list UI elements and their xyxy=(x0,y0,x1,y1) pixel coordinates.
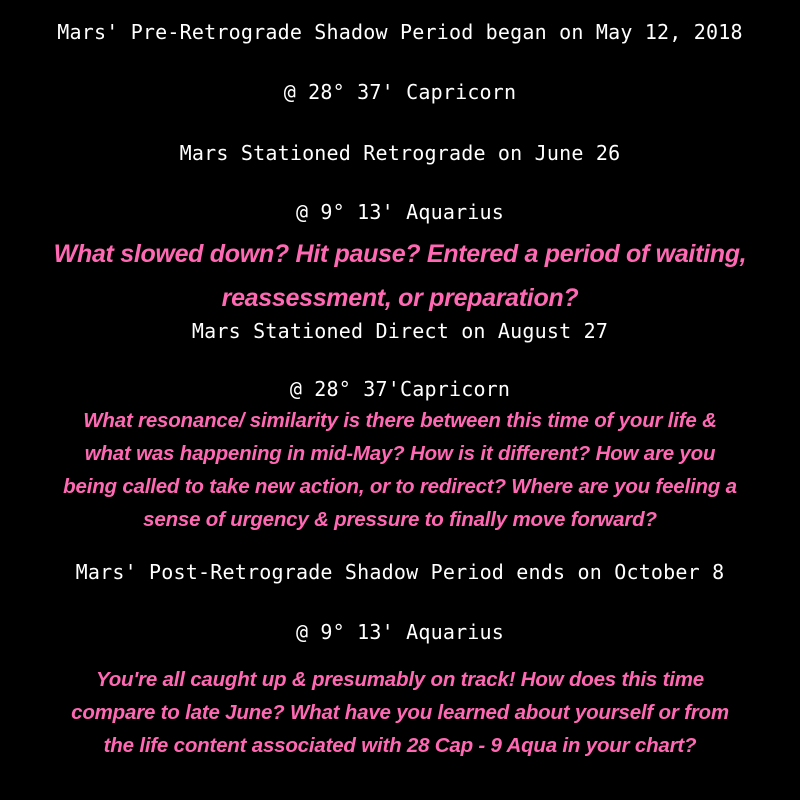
question-line: What slowed down? Hit pause? Entered a period of waiting, xyxy=(53,240,747,268)
post-shadow-date-line: Mars' Post-Retrograde Shadow Period ends on October 8 xyxy=(75,560,725,584)
station-direct-questions xyxy=(0,404,800,536)
question-line: What resonance/ similarity is there between this time of your life & xyxy=(83,409,717,432)
question-line: compare to late June? What have you learned about yourself or from xyxy=(71,701,729,724)
station-retrograde-position-line: @ 9° 13' Aquarius xyxy=(295,200,505,224)
question-line: what was happening in mid-May? How is it different? How are you xyxy=(84,442,716,465)
station-direct-position-line: @ 28° 37'Capricorn xyxy=(289,377,511,401)
question-line: the life content associated with 28 Cap - 9 Aqua in your chart? xyxy=(103,734,697,757)
question-line: reassessment, or preparation? xyxy=(221,284,579,312)
pre-shadow-position-line: @ 28° 37' Capricorn xyxy=(283,80,517,104)
question-line: being called to take new action, or to redirect? Where are you feeling a xyxy=(63,475,737,498)
question-line: sense of urgency & pressure to finally move forward? xyxy=(143,508,657,531)
station-direct-date-line: Mars Stationed Direct on August 27 xyxy=(191,319,609,343)
station-retrograde-questions xyxy=(0,232,800,320)
post-shadow-questions xyxy=(0,663,800,762)
post-shadow-position-line: @ 9° 13' Aquarius xyxy=(295,620,505,644)
pre-shadow-date-line: Mars' Pre-Retrograde Shadow Period began on May 12, 2018 xyxy=(57,20,743,44)
question-line: You're all caught up & presumably on track! How does this time xyxy=(96,668,704,691)
station-retrograde-date-line: Mars Stationed Retrograde on June 26 xyxy=(179,141,621,165)
